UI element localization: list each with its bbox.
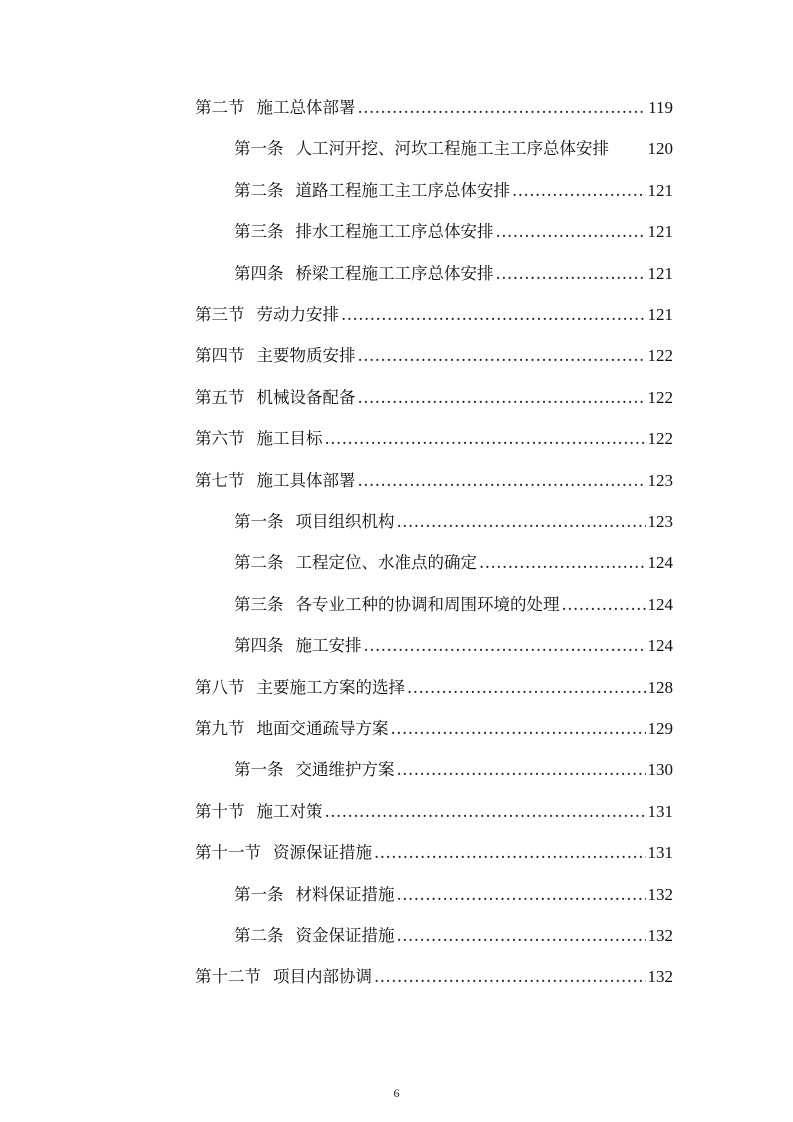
toc-entry-page: 132 (647, 967, 673, 987)
dot-leader (391, 715, 646, 743)
toc-entry-label: 第二条 (234, 180, 284, 200)
dot-leader (358, 94, 647, 122)
toc-entry-page: 128 (647, 677, 673, 697)
dot-leader (374, 839, 646, 867)
dot-leader (407, 674, 646, 702)
toc-entry-label: 第一条 (234, 512, 284, 531)
toc-entry-page: 120 (647, 139, 673, 159)
toc-entry-page: 121 (647, 180, 673, 200)
toc-entry-title: 施工目标 (256, 429, 323, 449)
toc-entry[interactable] (234, 632, 673, 660)
toc-entry-title: 桥梁工程施工工序总体安排 (295, 263, 494, 283)
toc-entry[interactable] (234, 549, 673, 577)
dot-leader (358, 342, 646, 370)
toc-entry-page: 132 (647, 926, 673, 945)
toc-entry[interactable] (195, 963, 673, 991)
toc-entry-title: 各专业工种的协调和周围环境的处理 (295, 594, 560, 614)
toc-entry-title: 工程定位、水准点的确定 (295, 553, 477, 573)
toc-entry-label: 第九节 (195, 719, 245, 738)
dot-leader (397, 922, 646, 950)
toc-entry-page: 124 (647, 636, 673, 656)
toc-entry-page: 122 (647, 346, 673, 366)
toc-entry-label: 第十二节 (195, 967, 261, 987)
toc-entry[interactable] (195, 384, 673, 412)
dot-leader (325, 425, 646, 453)
toc-entry[interactable] (195, 301, 673, 329)
dot-leader (496, 260, 646, 288)
dot-leader (341, 301, 646, 329)
dot-leader (512, 177, 646, 205)
toc-entry-label: 第五节 (195, 387, 245, 407)
dot-leader (358, 467, 646, 495)
toc-entry-page: 130 (647, 760, 673, 780)
toc-entry[interactable] (234, 177, 673, 205)
toc-entry-label: 第十节 (195, 801, 245, 821)
toc-entry[interactable] (234, 135, 673, 163)
toc-entry-title: 排水工程施工工序总体安排 (295, 222, 494, 242)
dot-leader (397, 508, 646, 536)
toc-entry[interactable] (234, 218, 673, 246)
toc-entry[interactable] (234, 508, 673, 536)
toc-entry-label: 第一条 (234, 139, 284, 159)
toc-entry-title: 材料保证措施 (295, 884, 395, 904)
toc-entry[interactable] (195, 467, 673, 495)
toc-entry-label: 第二节 (195, 98, 245, 117)
dot-leader (358, 384, 646, 412)
toc-entry-title: 施工具体部署 (256, 470, 356, 490)
toc-entry[interactable] (195, 94, 673, 122)
toc-entry[interactable] (195, 674, 673, 702)
toc-entry-title: 交通维护方案 (295, 760, 395, 780)
toc-entry-title: 道路工程施工主工序总体安排 (295, 180, 510, 200)
toc-entry-title: 施工总体部署 (256, 98, 356, 117)
toc-entry-page: 119 (648, 98, 673, 117)
toc-entry-page: 129 (647, 719, 673, 738)
dot-leader (325, 798, 646, 826)
toc-entry[interactable] (195, 425, 673, 453)
toc-entry[interactable] (234, 591, 673, 619)
toc-entry-label: 第四条 (234, 263, 284, 283)
toc-entry-page: 131 (647, 843, 673, 863)
toc-entry-label: 第六节 (195, 429, 245, 449)
dot-leader (364, 632, 646, 660)
toc-entry[interactable] (234, 260, 673, 288)
toc-entry-label: 第七节 (195, 470, 245, 490)
toc-entry-title: 地面交通疏导方案 (256, 719, 389, 738)
toc-entry-label: 第一条 (234, 760, 284, 780)
toc-entry-label: 第二条 (234, 926, 284, 945)
page-number: 6 (393, 1086, 400, 1100)
toc-entry-title: 项目组织机构 (295, 512, 395, 531)
toc-entry[interactable] (234, 922, 673, 950)
toc-entry-page: 124 (647, 594, 673, 614)
toc-entry[interactable] (195, 715, 673, 743)
toc-entry[interactable] (195, 342, 673, 370)
toc-entry-page: 123 (647, 512, 673, 531)
toc-entry-title: 机械设备配备 (256, 387, 356, 407)
toc-entry-page: 131 (647, 801, 673, 821)
toc-entry-page: 124 (647, 553, 673, 573)
toc-entry-label: 第二条 (234, 553, 284, 573)
toc-entry-title: 劳动力安排 (256, 305, 339, 324)
toc-entry-title: 主要施工方案的选择 (256, 677, 405, 697)
toc-entry-page: 123 (647, 470, 673, 490)
toc-entry-label: 第三条 (234, 594, 284, 614)
toc-entry-page: 122 (647, 387, 673, 407)
dot-leader (374, 963, 646, 991)
toc-entry-label: 第八节 (195, 677, 245, 697)
toc-entry-label: 第三条 (234, 222, 284, 242)
toc-entry-label: 第三节 (195, 305, 245, 324)
dot-leader (479, 549, 646, 577)
toc-entry-title: 主要物质安排 (256, 346, 356, 366)
toc-entry[interactable] (195, 798, 673, 826)
toc-entry-title: 资金保证措施 (295, 926, 395, 945)
toc-entry-title: 项目内部协调 (273, 967, 372, 987)
toc-entry[interactable] (234, 756, 673, 784)
toc-entry-page: 122 (647, 429, 673, 449)
toc-entry-title: 资源保证措施 (273, 843, 372, 863)
toc-entry-page: 121 (647, 222, 673, 242)
toc-entry-label: 第四节 (195, 346, 245, 366)
toc-entry-label: 第十一节 (195, 843, 261, 863)
toc-entry[interactable] (234, 881, 673, 909)
toc-entry-title: 人工河开挖、河坎工程施工主工序总体安排 (295, 139, 609, 159)
toc-entry-label: 第一条 (234, 884, 284, 904)
dot-leader (397, 881, 646, 909)
toc-entry-page: 132 (647, 884, 673, 904)
dot-leader (562, 591, 646, 619)
toc-entry[interactable] (195, 839, 673, 867)
toc-entry-label: 第四条 (234, 636, 284, 656)
toc-entry-title: 施工对策 (256, 801, 323, 821)
dot-leader (496, 218, 646, 246)
dot-leader (397, 756, 646, 784)
toc-entry-page: 121 (647, 305, 673, 324)
toc-entry-title: 施工安排 (295, 636, 362, 656)
toc-entry-page: 121 (647, 263, 673, 283)
